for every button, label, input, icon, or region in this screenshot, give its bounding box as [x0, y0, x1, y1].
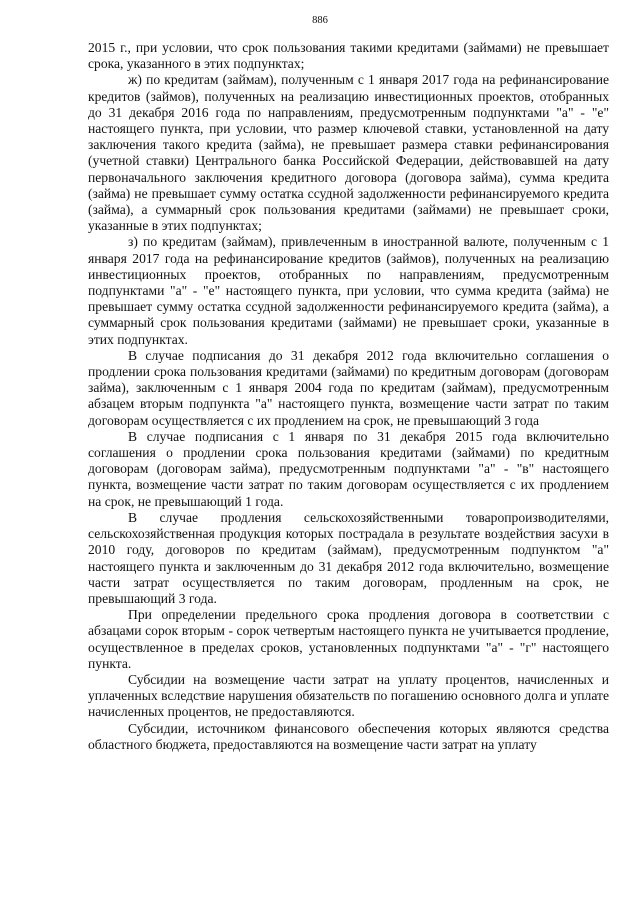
paragraph-drought-2010: В случае продления сельскохозяйственными товаропроизводителями, сельскохозяйственная продукция которых пострадала в результате воздействия засухи в 2010 году, договоров по кредитам (займам), предусмотренным подпунктом "а" настоящего пункта и заключенным до 31 декабря 2012 года включительно, возмещение части затрат осуществляется по таким договорам, продленным на срок, не превышающий 3 года.: [88, 509, 609, 606]
paragraph-subsidies-penalty: Субсидии на возмещение части затрат на уплату процентов, начисленных и уплаченных вследствие нарушения обязательств по погашению основного долга и уплате начисленных процентов, не предоставляются.: [88, 671, 609, 720]
paragraph-subitem-z: з) по кредитам (займам), привлеченным в иностранной валюте, полученным с 1 января 2017 года на рефинансирование кредитов (займов), полученных на реализацию инвестиционных проектов, отобранных по направлениям, предусмотренным подпунктами "а" - "е" настоящего пункта, при условии, что сумма кредита (займа) не превышает сумму остатка ссудной задолженности рефинансируемого кредита (займа), а суммарный срок пользования кредитами (займами) не превышает сроки, указанные в этих подпунктах.: [88, 234, 609, 347]
paragraph-subsidies-regional: Субсидии, источником финансового обеспечения которых являются средства областного бюджета, предоставляются на возмещение части затрат на уплату: [88, 720, 609, 752]
document-body: [88, 40, 609, 753]
paragraph-continuation: 2015 г., при условии, что срок пользования такими кредитами (займами) не превышает срока, указанного в этих подпунктах;: [88, 40, 609, 72]
page-number: 886: [312, 15, 328, 26]
paragraph-extension-limit: При определении предельного срока продления договора в соответствии с абзацами сорок вторым - сорок четвертым настоящего пункта не учитывается продление, осуществленное в пределах сроков, установленных подпунктами "а" - "г" настоящего пункта.: [88, 607, 609, 671]
paragraph-extension-2012: В случае подписания до 31 декабря 2012 года включительно соглашения о продлении срока пользования кредитами (займами) по кредитным договорам (договорам займа), заключенным с 1 января 2004 года по кредитам (займам), предусмотренным абзацем вторым подпункта "а" настоящего пункта, возмещение части затрат по таким договорам осуществляется с их продлением на срок, не превышающий 3 года: [88, 347, 609, 428]
paragraph-extension-2015: В случае подписания с 1 января по 31 декабря 2015 года включительно соглашения о продлении срока пользования кредитами (займами) по кредитным договорам (договорам займа), предусмотренным подпунктами "а" - "в" настоящего пункта, возмещение части затрат по таким договорам осуществляется с их продлением на срок, не превышающий 1 года.: [88, 428, 609, 509]
paragraph-subitem-zh: ж) по кредитам (займам), полученным с 1 января 2017 года на рефинансирование кредитов (займов), полученных на реализацию инвестиционных проектов, отобранных до 31 декабря 2016 года по направлениям, предусмотренным подпунктами "а" - "е" настоящего пункта, при условии, что размер ключевой ставки, установленной на дату заключения такого кредита (займа), не превышает размера ставки рефинансирования (учетной ставки) Центрального банка Российской Федерации, действовавшей на дату первоначального заключения кредитного договора (договора займа), сумма кредита (займа) не превышает сумму остатка ссудной задолженности рефинансируемого кредита (займа), а суммарный срок пользования кредитами (займами) не превышает сроки, указанные в этих подпунктах;: [88, 72, 609, 234]
